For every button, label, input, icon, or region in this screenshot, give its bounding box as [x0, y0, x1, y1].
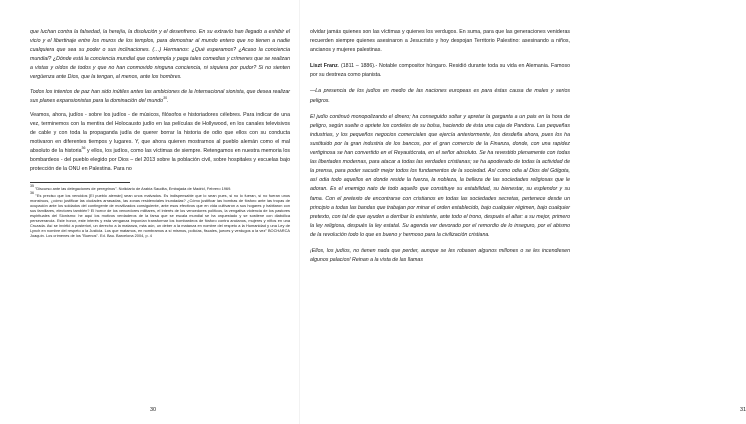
footnote-36 — [30, 193, 290, 238]
left-paragraph-1: que luchan contra la falsedad, la herejía, la disolución y el desenfreno. En su extravío han llegado a exhibir el vicio y el libertinaje entre los muros de los templos, para demostrar al mundo entero que no tienen a nadie cualquiera que sea su poder o sus inclinaciones. (…) Hermanos: ¿Qué esperamos? ¿Acaso la conciencia mundial? ¿Dónde está la conciencia mundial que contempla y paga tales comedias y crímenes que se realizan a vistas y oídos de todos y que no han conmovido ninguna conciencia, ni siquiera por pudor? Si no sienten vergüenza ante Dios, que la tengan, al menos, ante los hombres. — [30, 29, 290, 81]
left-paragraph-3-text-a: Veamos, ahora, judíos - sobre los judíos - de músicos, filósofos e historiadores célebres. Para indicar de una vez, terminemos con la mentira del Holocausto judío en las películas de Hollywood, en los canales televisivos de cable y con toda la propaganda judía de querer borrar la historia de odio que ellos con su conducta motivaron en diferentes tiempos y lugares. Y, que ahora quieren mostrarnos al pueblo alemán como el mal absoluto de la historia — [30, 111, 290, 155]
liszt-heading: Liszt Franz — [310, 63, 338, 70]
left-paragraph-3 — [30, 111, 290, 175]
left-paragraph-2-text: Todos los intentos de paz han sido inútiles antes las ambiciones de la Internacional sionista, que desea realizar sus planes expansionistas para la dominación del mundo — [30, 88, 290, 104]
footnote-rule — [30, 182, 130, 183]
right-paragraph-3: —La presencia de los judíos en medio de las naciones europeas es para éstas causa de males y serios peligros. — [310, 88, 570, 104]
paragraph-gap — [310, 55, 570, 62]
footnote-35 — [30, 186, 290, 192]
left-paragraph-2: Todos los intentos de paz han sido inútiles antes las ambiciones de la Internacional sionista, que desea realizar sus planes expansionistas para la dominación del mundo$^{35}$. — [30, 88, 290, 104]
paragraph-gap — [310, 106, 570, 113]
footnote-36-text: "Es preciso que los vencidos [El pueblo alemán] sean unos malvados. Es indispensable que lo sean pues, si no lo fueran, sí no fueran unos monstruos, ¿cómo justificar las ciudades arrasadas, las zonas residenciales inundadas? ¿Cómo justificar las bombas de fósforo ante las tropas de ocupación ante los soldados del contingente de movilizados consiguiente, ante esos efectivos que en vida cultivaron a sus hogares y habitaron con sus familiares, electores también? El horror de los vencedores militares, el interés de los vencedores políticos, la vengativa violencia de los pastores espirituales del Sionismo: he aquí los motivos verdaderos de la farsa que se escala mundial se ha orquestado y se sostiene con diabólica perseverancia. Este honor, este interés y esta venganza imponían transformar los bombardeos de fósforo contra ancianos, mujeres y niños en una Cruzada. Así se invirtió a posteriori, un derecho a la matanza, más aún, un deber a la matanza en nombre del respeto a la Humanidad y una Ley de Lynch en nombre del respeto a la Justicia. Los que matamos, en nombramos a sí mismos, policías, fiscales, jueces y verdugos a la vez" BOCHARCA Joaquín. Los crímenes de los "Buenos". Ed. Bau. Barcelona 2004, p. 4 — [30, 193, 290, 238]
left-page-number: 30 — [150, 407, 157, 413]
footnote-ref-35: 35 — [163, 95, 167, 100]
left-paragraph-3-text-b: y ellos, los judíos, como las víctimas de siempre. Retengamos en nuestra memoria los bombardeos - del pueblo elegido por Dios – del 2013 sobre la población civil, sobre hospitales y escuelas bajo protección de la ONU en Palestina. Para no — [30, 148, 290, 173]
right-paragraph-5: ¡Ellos, los judíos, no tienen nada que perder, aunque se les robasen algunos millones o se les incendiesen algunos palacios! Reinan a la vista de las llamas — [310, 247, 570, 264]
paragraph-gap — [310, 80, 570, 87]
footnote-35-text: "Discurso ante las delegaciones de peregrinos". Noticiario de Arabia Saudita, Embajada de Madrid, Febrero 1969. — [33, 186, 232, 192]
right-paragraph-1: olvidar jamás quienes son las víctimas y quienes los verdugos. En suma, para que las generaciones venideras recuerden siempre quienes asesinaron a Jesucristo y hoy despojan Territorio Palestino: asesinando a niños, ancianos y mujeres palestinas. — [310, 29, 570, 54]
right-paragraph-2 — [310, 62, 570, 80]
paragraph-gap — [310, 240, 570, 247]
right-paragraph-4: El judío continuó monopolizando el dinero; ha conseguido soltar y apretar la garganta a un pais en la hora de peligro, según suelte o apriete los cordeles de su bolsa, haciendo de ésta una caja de Pandora. Las pequeñas industrias, y los pequeños negocios comerciales que ejercía anteriormente, los desdeña ahora, pues los ha sustituido por la gran industria de los bancos, por el gran comercio de la Finanza, donde, con una rapidez vertiginosa se han convertido en el Reyautócrata, en el señor absoluto. Se ha revestido plenamente con todas las libertades modernas, para atacar a todas las verdades cristianas; se ha apoderado de todas la actividad de la prensa, para poder sacudir mejor todos los fundamentos de la sociedad. Así como odia al Dios del Gólgota, así odia todo aquellos en donde reside la fuerza, la nobleza, la belleza de las sociedades religiosas que le adoran. Es el enemigo nato de todo aquello que constituye su estabilidad, su bienestar, su esplendor y su fama. Con el pretexto de encontrarse con cristianos en todas las sociedades secretas, pertenece desde un principio a todas las bandas que trabajan por minar el orden establecido, bajo cualquier régimen, bajo cualquier pretexto, con tal de que ayuden a derribar lo existente, ante todo el trono, después el altar: a su mejor, primero la ley religiosa, después la ley estatal. Su agenda ver devorado por el remordio de lo inseguro, por el abismo de la revolución todo lo que es bueno y hermoso para la civilización cristiana. — [310, 113, 570, 238]
footnote-36-number: 36 — [30, 191, 34, 196]
left-page — [0, 0, 300, 424]
footnote-35-number: 35 — [30, 184, 34, 189]
footnote-ref-36: 36 — [81, 146, 86, 151]
right-page-number: 31 — [740, 407, 746, 413]
liszt-bio: . (1811 – 1886).- Notable compositor húngaro. Residió durante toda su vida en Alemania. Famoso por su destreza como pianista. — [310, 63, 570, 79]
right-page — [300, 0, 746, 424]
